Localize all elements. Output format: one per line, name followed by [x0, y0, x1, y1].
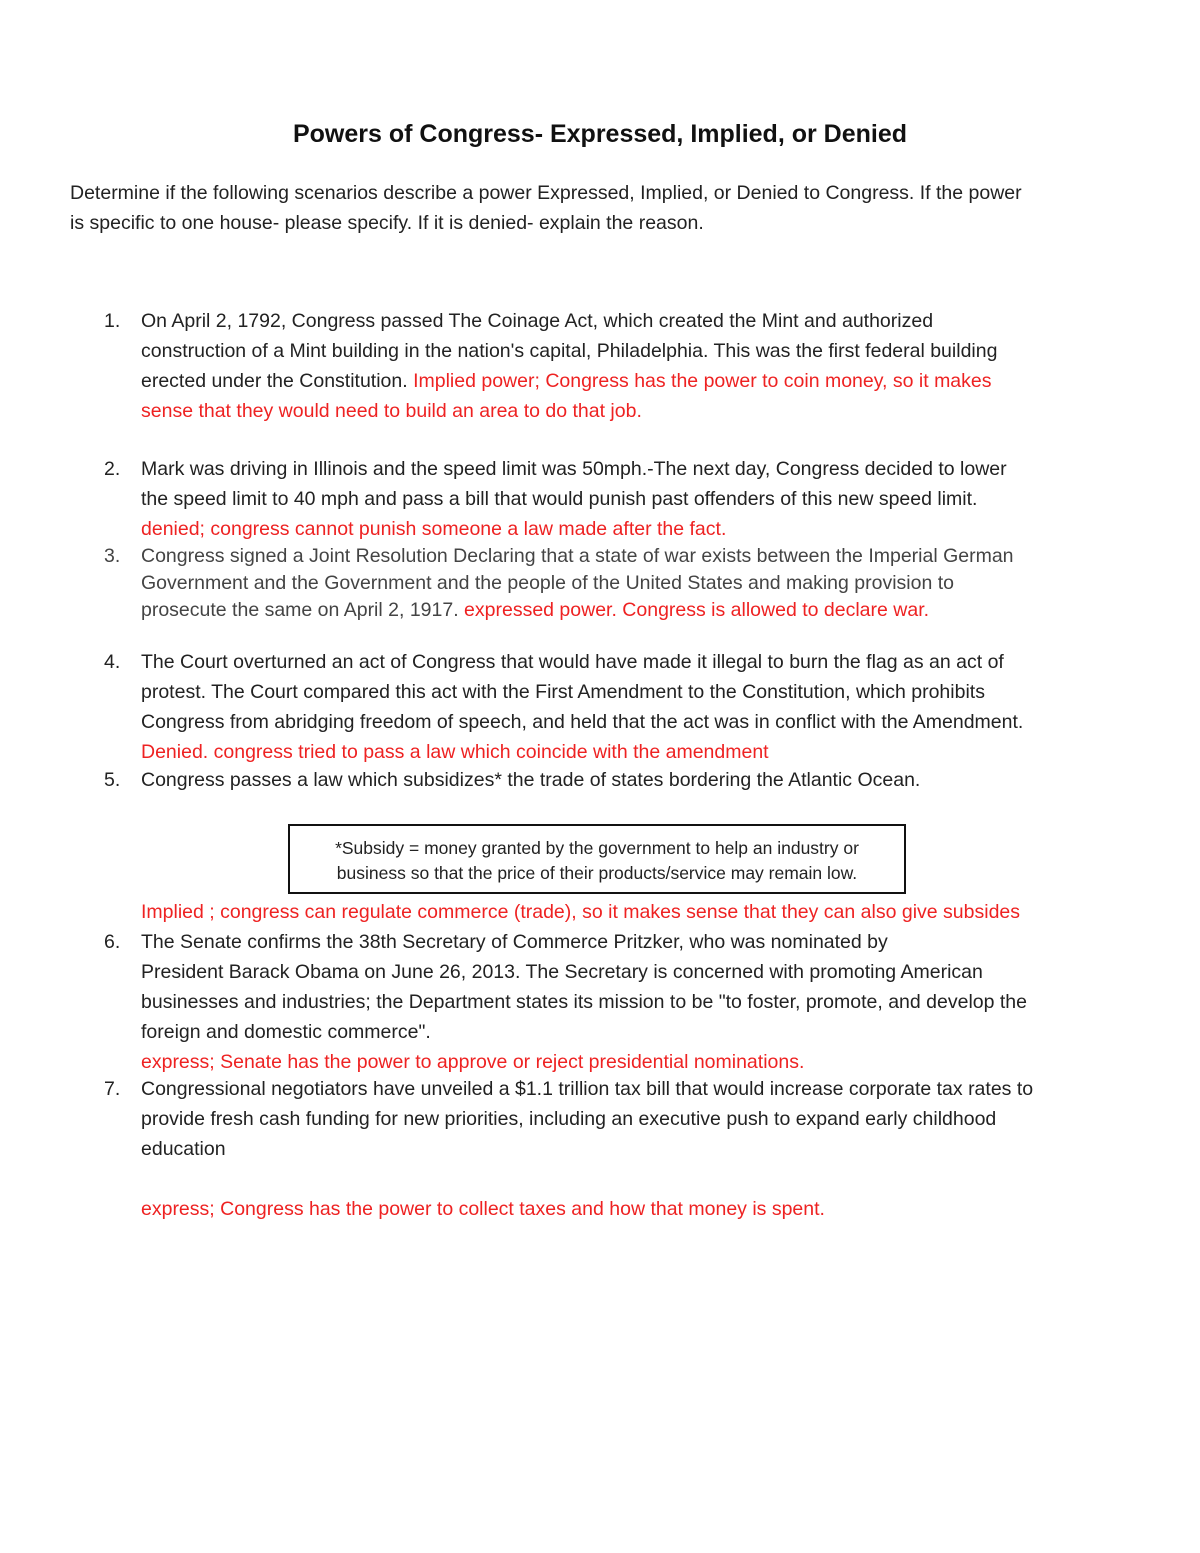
- item-line: President Barack Obama on June 26, 2013. The Secretary is concerned with promoting American: [141, 961, 983, 983]
- answer-text: express; Congress has the power to collect taxes and how that money is spent.: [141, 1198, 825, 1220]
- item-line: construction of a Mint building in the nation's capital, Philadelphia. This was the first federal building: [141, 340, 998, 362]
- subsidy-definition-box: [288, 824, 906, 894]
- item-line: Congressional negotiators have unveiled a $1.1 trillion tax bill that would increase corporate tax rates to: [141, 1078, 1034, 1100]
- item-line: provide fresh cash funding for new priorities, including an executive push to expand early childhood: [141, 1108, 997, 1130]
- subsidy-line: business so that the price of their products/service may remain low.: [336, 863, 858, 883]
- instructions-line: is specific to one house- please specify. If it is denied- explain the reason.: [70, 212, 704, 234]
- item-text: [141, 647, 1141, 767]
- item-number: 1.: [104, 310, 121, 332]
- item-number: 6.: [104, 931, 121, 953]
- item-text: [141, 543, 1141, 624]
- item-number: 2.: [104, 458, 121, 480]
- item-text: [141, 454, 1141, 544]
- item-line: education: [141, 1138, 226, 1160]
- item-line: Congress signed a Joint Resolution Declaring that a state of war exists between the Imperial German: [141, 545, 1014, 567]
- item-number: 7.: [104, 1078, 121, 1100]
- page-title: Powers of Congress- Expressed, Implied, or Denied: [292, 120, 908, 148]
- answer-text: Implied ; congress can regulate commerce (trade), so it makes sense that they can also give subsides: [141, 901, 1021, 923]
- item-line: Mark was driving in Illinois and the speed limit was 50mph.-The next day, Congress decided to lower: [141, 458, 1007, 480]
- answer-text: Denied. congress tried to pass a law which coincide with the amendment: [141, 741, 769, 763]
- instructions-line: Determine if the following scenarios describe a power Expressed, Implied, or Denied to Congress. If the power: [70, 182, 1022, 204]
- item-line: protest. The Court compared this act with the First Amendment to the Constitution, which prohibits: [141, 681, 985, 703]
- item-text: [141, 1074, 1141, 1224]
- item-line: Government and the Government and the people of the United States and making provision to: [141, 572, 955, 594]
- item-line: prosecute the same on April 2, 1917.: [141, 599, 459, 621]
- item-line: Congress from abridging freedom of speech, and held that the act was in conflict with the Amendment.: [141, 711, 1024, 733]
- item-number: 4.: [104, 651, 121, 673]
- item-text: [141, 927, 1141, 1077]
- item-text: [141, 765, 1141, 795]
- item-line: foreign and domestic commerce".: [141, 1021, 431, 1043]
- instructions: [70, 178, 1140, 238]
- item-text: [141, 306, 1141, 426]
- item-line: The Court overturned an act of Congress that would have made it illegal to burn the flag as an act of: [141, 651, 1004, 673]
- item-line: On April 2, 1792, Congress passed The Coinage Act, which created the Mint and authorized: [141, 310, 934, 332]
- item-number: 3.: [104, 545, 121, 567]
- answer-text: expressed power. Congress is allowed to declare war.: [458, 599, 930, 621]
- item-number: 5.: [104, 769, 121, 791]
- item-line: businesses and industries; the Department states its mission to be "to foster, promote, and develop the: [141, 991, 1027, 1013]
- answer-text: Implied power; Congress has the power to coin money, so it makes: [407, 370, 992, 392]
- item-line: The Senate confirms the 38th Secretary of Commerce Pritzker, who was nominated by: [141, 931, 888, 953]
- answer-text: sense that they would need to build an area to do that job.: [141, 400, 642, 422]
- answer-text: express; Senate has the power to approve or reject presidential nominations.: [141, 1051, 805, 1073]
- answer-text: denied; congress cannot punish someone a law made after the fact.: [141, 518, 727, 540]
- item-line: erected under the Constitution.: [141, 370, 408, 392]
- item-line: Congress passes a law which subsidizes* the trade of states bordering the Atlantic Ocean.: [141, 769, 921, 791]
- item-line: the speed limit to 40 mph and pass a bill that would punish past offenders of this new speed limit.: [141, 488, 978, 510]
- subsidy-line: *Subsidy = money granted by the government to help an industry or: [335, 838, 859, 858]
